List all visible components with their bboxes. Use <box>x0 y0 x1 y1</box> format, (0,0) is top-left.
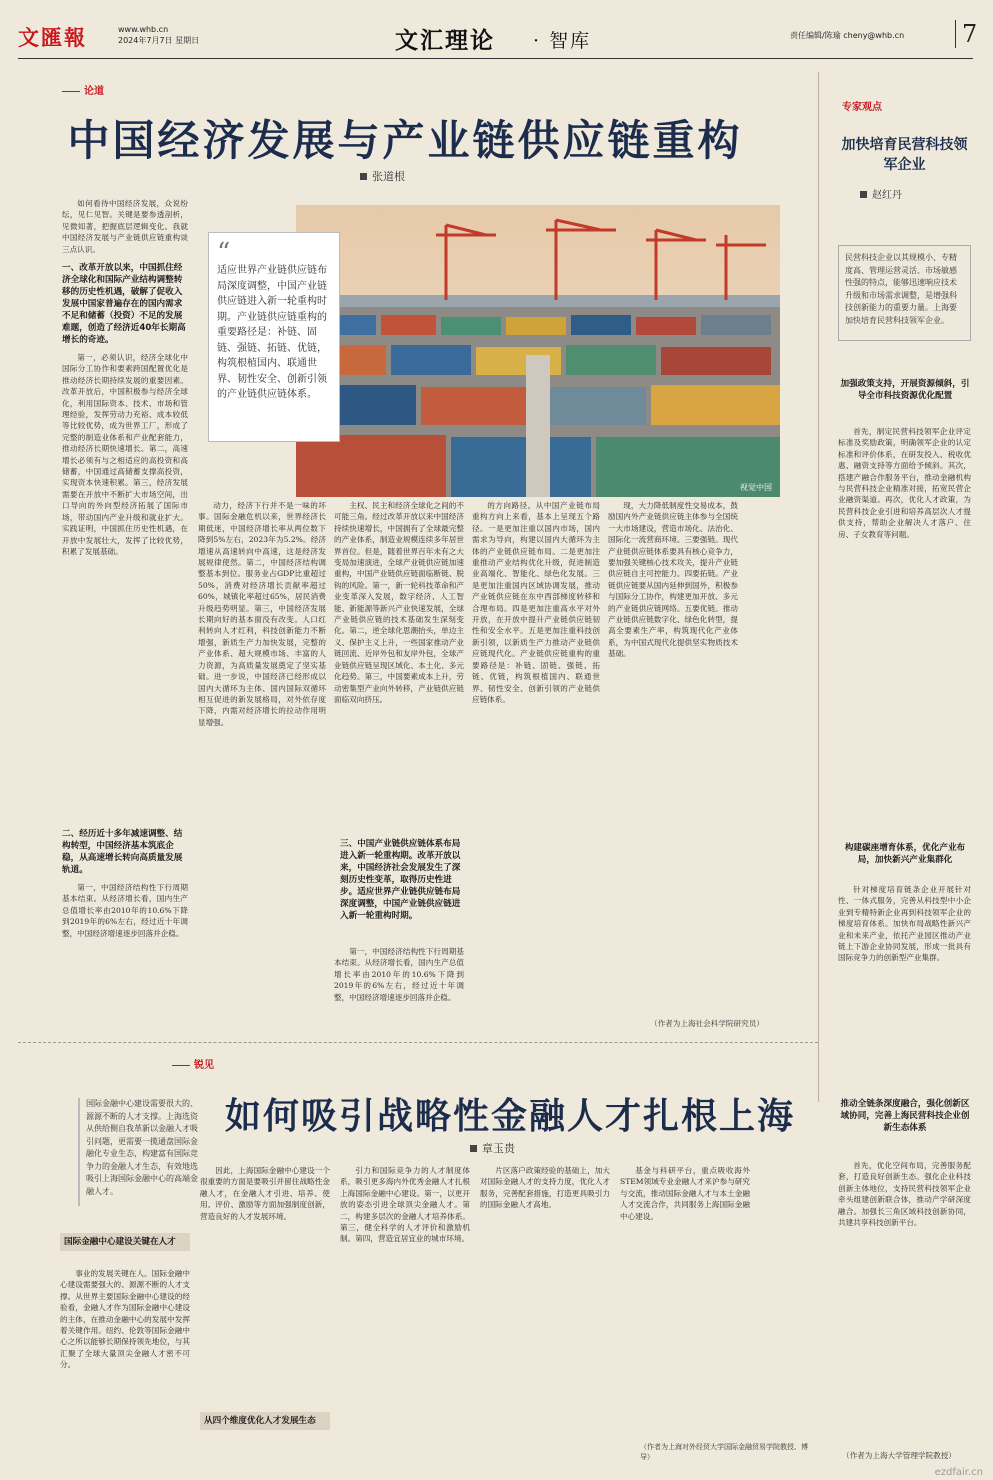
article1-col3b-text: 第一，中国经济结构性下行周期基本结束。从经济增长看，国内生产总值增长率由2010年的10.6%下降到2019年的6%左右，经过近十年调整，中国经济增速逐步回落并企稳。 <box>334 947 464 1002</box>
page-number: 7 <box>955 20 977 48</box>
article2-abstract: 国际金融中心建设需要很大的、源源不断的人才支撑。上海选资从供给侧自我革新以金融人才吸引问题，更需要一揽通盘国际金融化专业生态，构建富有国际竞争力的金融人才生态，有效地选吸引上海国际金融中心的高端金融人才。 <box>78 1098 200 1206</box>
article2-head2: 从四个维度优化人才发展生态 <box>200 1412 330 1430</box>
sidebar-byline <box>860 186 902 201</box>
editor-credit: 责任编辑/陈瑜 cheny@whb.cn <box>790 31 905 40</box>
masthead-meta <box>118 24 199 46</box>
article1-col3b <box>334 946 464 1030</box>
section-subtitle: · 智库 <box>533 30 592 52</box>
article2-title: 如何吸引战略性金融人才扎根上海 <box>224 1096 795 1137</box>
article1-col4-text: 的方向路径。从中国产业链布局重构方向上来看，基本上呈现五个路径。一是更加注重以国内市场，国内需求为导向，构建以国内大循环为主体的产业链供应链布局。二是更加注重推动产业结构优化升级，促进制造业高端化、智能化、绿色化发展。三是更加注重国内区域协调发展，推动产业链供应链在东中西部梯度转移和合理布局。四是更加注重高水平对外开放，在开放中提升产业链供应链韧性和安全水平。五是更加注重科技创新引领，以新质生产力推动产业链供应链现代化。产业链供应链重构的重要路径是：补链、固链、强链、拓链、优链，构筑根植国内、联通世界、韧性安全、创新引领的产业链供应链体系。 <box>472 501 600 704</box>
article1-title: 中国经济发展与产业链供应链重构 <box>67 116 743 165</box>
article1-intro-text: 如何看待中国经济发展，众说纷纭，见仁见智。关键是要参透剖析，见微知著，把握底层逻辑变化。我就中国经济发展与产业链供应链重构谈三点认识。 <box>62 199 188 254</box>
sidebar-tag: 专家观点 <box>842 102 882 113</box>
sidebar-title: 加快培育民营科技领军企业 <box>841 137 968 173</box>
site-url[interactable]: www.whb.cn <box>118 25 169 34</box>
sidebar-head3: 推动全链条深度融合，强化创新区域协同，完善上海民营科技企业创新生态体系 <box>840 1099 970 1133</box>
article2-col3-text: 引力和国际竞争力的人才制度体系，吸引更多海内外优秀金融人才扎根上海国际金融中心建设。第一，以更开放的姿态引进全球顶尖金融人才。第二，构建多层次的金融人才培养体系。第三，健全科学的人才评价和激励机制。第四，营造宜居宜业的城市环境。 <box>340 1166 470 1244</box>
article1-col5-text: 现，大力降低制度性交易成本，鼓励国内外产业链供应链主体参与全国统一大市场建设，营造市场化、法治化、国际化一流营商环境。三要强链。现代产业链供应链体系要具有核心竞争力，要加强关键核心技术攻关，提升产业链供应链自主可控能力。四要拓链。产业链供应链要从国内延伸到国外，积极参与国际分工协作，构建更加开放、多元的产业链供应链网络。五要优链。推动产业链供应链数字化、绿色化转型，提高全要素生产率，构筑现代化产业体系，为中国式现代化提供坚实物质技术基础。 <box>608 501 738 659</box>
article1-section2-head: 二、经历近十多年减速调整、结构转型，中国经济基本筑底企稳，从高速增长转向高质量发展轨道。 <box>62 829 183 875</box>
port-photo-illustration <box>296 205 780 497</box>
article1-section3-head: 三、中国产业链供应链体系布局进入新一轮重构期。改革开放以来，中国经济社会发展发生了深刻历史性变革，取得历史性进步。适应世界产业链供应链布局深度调整，中国产业链供应链进入新一轮重构时期。 <box>340 839 461 921</box>
sidebar-text2 <box>838 884 971 1094</box>
byline-marker <box>860 191 867 198</box>
article2-col5 <box>620 1165 750 1435</box>
article1-author: 张道根 <box>372 170 405 183</box>
container-port-photo <box>296 205 780 497</box>
quote-mark-icon: “ <box>217 238 231 268</box>
article1-byline <box>360 168 405 184</box>
article2-col1 <box>60 1268 190 1468</box>
sidebar-divider <box>818 72 819 1102</box>
article1-col3 <box>334 500 464 830</box>
article1-col1b <box>62 882 188 1030</box>
article1-section1-head: 一、改革开放以来，中国抓住经济全球化和国际产业结构调整转移的历史性机遇，破解了促收入发展中国家普遍存在的国内需求不足和储蓄（投资）不足的发展难题，创造了经济近40年长期高增长的奇迹。 <box>62 263 186 345</box>
article2-tag <box>172 1056 214 1071</box>
article1-author-note: （作者为上海社会科学院研究员） <box>650 1019 764 1028</box>
article2-col5-text: 基金与科研平台，重点吸收海外STEM领域专业金融人才来沪参与研究与交流，推动国际金融人才与本土金融人才交流合作，共同服务上海国际金融中心建设。 <box>620 1166 750 1221</box>
article1-intro <box>62 198 188 260</box>
issue-date: 2024年7月7日 星期日 <box>118 36 200 45</box>
article1-col2 <box>198 500 326 1030</box>
sidebar-author-note: （作者为上海大学管理学院教授） <box>842 1451 956 1460</box>
photo-credit: 视觉中国 <box>740 483 772 492</box>
sidebar-author: 赵红丹 <box>872 190 902 201</box>
article1-col1-text: 第一，必须认识，经济全球化中国际分工协作和要素跨国配置优化是推动经济长期持续发展的重要因素。改革开放后，中国积极参与经济全球化，利用国际资本、技术、市场和管理经验，发挥劳动力充裕、成本较低等比较优势，成为世界工厂，形成了完整的制造业体系和产业配套能力，推动经济长期快速增长。第二，高速增长必须有与之相适应的高投资和高储蓄，中国通过高储蓄支撑高投资，实现资本快速积累。第三，经济发展需要在开放中不断扩大市场空间，出口导向的外向型经济拓展了国际市场，带动国内产业升级和就业扩大。实践证明，中国抓住历史性机遇，在开放中发展壮大，发挥了比较优势，积累了发展基础。 <box>62 353 188 556</box>
byline-marker <box>360 173 367 180</box>
article2-col4 <box>480 1165 610 1465</box>
header-rule <box>18 58 973 59</box>
article1-tag <box>62 82 104 97</box>
article1-col2-text: 动力，经济下行并不是一味的坏事。国际金融危机以来，世界经济长期低迷，中国经济增长率从两位数下降到5%左右，2023年为5.2%。经济增速从高速转向中高速，这是经济发展规律使然。第二，中国经济结构调整基本到位。服务业占GDP比重超过50%，消费对经济增长贡献率超过60%，城镇化率超过65%，居民消费升级趋势明显。第三，中国经济发展长期向好的基本面没有改变。人口红利转向人才红利，科技创新能力不断增强，新质生产力加快发展，完整的产业体系、超大规模市场、丰富的人力资源，为高质量发展奠定了坚实基础。进一步说，中国经济已经形成以国内大循环为主体、国内国际双循环相互促进的新发展格局，对外依存度下降，内需对经济增长的拉动作用明显增强。 <box>198 501 326 727</box>
article2-byline <box>470 1140 515 1156</box>
page-header <box>0 0 993 60</box>
article2-tag-label: 锐见 <box>194 1060 214 1071</box>
article2-col1-text: 事业的发展关键在人。国际金融中心建设需要强大的、源源不断的人才支撑。从世界主要国际金融中心建设的经验看，金融人才作为国际金融中心建设的主体，在推动金融中心的发展中发挥着关键作用。纽约、伦敦等国际金融中心之所以能够长期保持领先地位，与其汇聚了全球大量顶尖金融人才密不可分。 <box>60 1269 190 1370</box>
article2-col4-text: 片区落户政策经验的基础上，加大对国际金融人才的支持力度，优化人才服务，完善配套措施，打造更具吸引力的国际金融人才高地。 <box>480 1166 610 1210</box>
article2-col2-text: 因此，上海国际金融中心建设一个很重要的方面是要吸引并留住战略性金融人才，在金融人才引进、培养、使用、评价、激励等方面加强制度创新，营造良好的人才发展环境。 <box>200 1166 330 1221</box>
article1-col1b-text: 第一，中国经济结构性下行周期基本结束。从经济增长看，国内生产总值增长率由2010年的10.6%下降到2019年的6%左右，经过近十年调整，中国经济增速逐步回落并企稳。 <box>62 883 188 938</box>
article1-col1 <box>62 352 188 822</box>
sidebar-text3 <box>838 1160 971 1445</box>
masthead-logo: 文匯報 <box>18 25 87 50</box>
sidebar-text2-body: 针对梯度培育链条企业开展针对性、一体式服务，完善从科技型中小企业到专精特新企业再到科技领军企业的梯度培育体系。加快布局战略性新兴产业和未来产业，依托产业园区推动产业链上下游企业协同发展，形成一批具有国际竞争力的创新型产业集群。 <box>838 885 971 963</box>
article2-col2 <box>200 1165 330 1405</box>
section-title: 文汇理论 <box>395 27 495 54</box>
sidebar-abstract: 民营科技企业以其规模小、专精度高、管理运营灵活、市场敏感性强的特点，能够迅速响应技术升级和市场需求调整，是增强科技创新能力的重要力量。上海要加快培育民营科技领军企业。 <box>838 245 971 341</box>
byline-marker <box>470 1145 477 1152</box>
article1-col3-text: 主权、民主和经济全球化之间的不可能三角。经过改革开放以来中国经济持续快速增长，中国拥有了全球最完整的产业体系，制造业规模连续多年居世界首位。但是，随着世界百年未有之大变局加速演进，全球产业链供应链加速重构，中国产业链供应链面临断链、脱钩的风险。第一，新一轮科技革命和产业变革深入发展，数字经济、人工智能、新能源等新兴产业快速发展，全球产业链供应链的技术基础发生深刻变化。第二，逆全球化思潮抬头，单边主义、保护主义上升，一些国家推动产业链回流、近岸外包和友岸外包，全球产业链供应链呈现区域化、本土化、多元化趋势。第三，中国要素成本上升，劳动密集型产业向外转移，产业链供应链面临双向挤压。 <box>334 501 464 704</box>
article2-author: 章玉贵 <box>482 1142 515 1155</box>
sidebar-text1-body: 首先，制定民营科技领军企业评定标准及奖励政策，明确领军企业的认定标准和评价体系，在研发投入、税收优惠、融资支持等方面给予倾斜。其次，搭建产融合作服务平台，推动金融机构与民营科技企业精准对接，拓宽民营企业融资渠道。再次，优化人才政策，为民营科技企业引进和培养高层次人才提供支持，帮助企业解决人才落户、住房、子女教育等问题。 <box>838 427 971 539</box>
sidebar-head2: 构建碳座增育体系，优化产业布局，加快新兴产业集群化 <box>844 843 966 865</box>
article1-col5 <box>608 500 738 1000</box>
article2-author-note: （作者为上海对外经贸大学国际金融贸易学院教授、博导） <box>640 1443 808 1461</box>
pull-quote <box>208 232 340 442</box>
watermark: ezdfair.cn <box>934 1467 983 1478</box>
tag-bar <box>172 1065 190 1066</box>
article1-tag-label: 论道 <box>84 86 104 97</box>
sidebar-head1: 加强政策支持，开展资源倾斜，引导全市科技资源优化配置 <box>840 379 970 401</box>
article1-col4 <box>472 500 600 1030</box>
sidebar-text1 <box>838 426 971 844</box>
article2-head1: 国际金融中心建设关键在人才 <box>60 1233 190 1251</box>
sidebar-text3-body: 首先，优化空间布局，完善服务配套，打造良好创新生态。强化企业科技创新主体地位，支持民营科技领军企业牵头组建创新联合体，推动产学研深度融合。加强长三角区域科技创新协同，共建共享科技创新平台。 <box>838 1161 971 1228</box>
tag-bar <box>62 91 80 92</box>
pull-quote-text: 适应世界产业链供应链布局深度调整，中国产业链供应链进入新一轮重构时期。产业链供应链重构的重要路径是：补链、固链、强链、拓链、优链，构筑根植国内、联通世界、韧性安全、创新引领的产业链供应链体系。 <box>217 265 327 400</box>
article-divider <box>18 1042 818 1043</box>
article2-col3 <box>340 1165 470 1465</box>
